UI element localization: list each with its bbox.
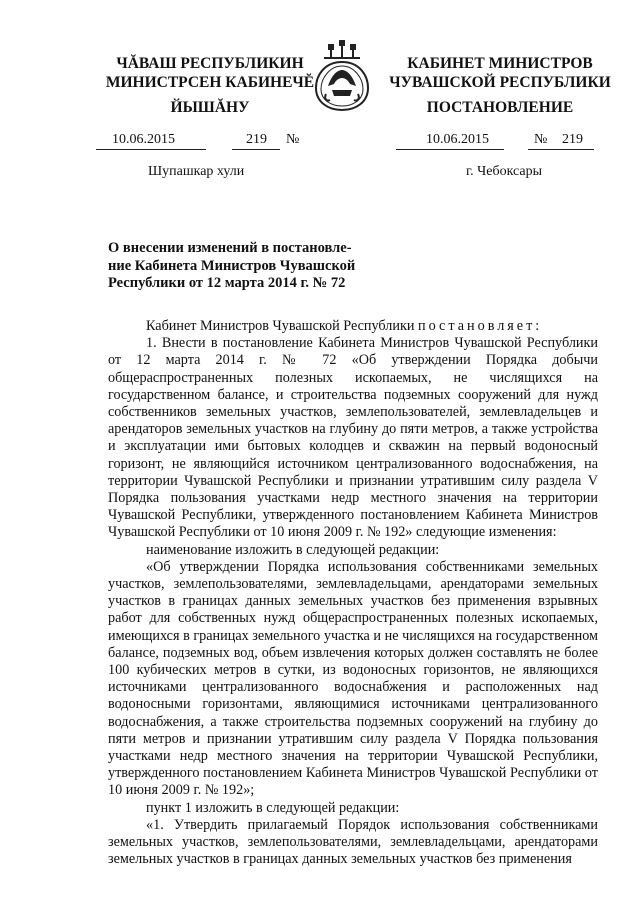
doc-type-right: ПОСТАНОВЛЕНИЕ [426, 99, 574, 116]
intro-prefix: Кабинет Министров Чувашской Республики [146, 318, 415, 334]
number-sign-left: № [286, 132, 300, 147]
registration-left [96, 132, 316, 150]
chuvash-emblem-icon [310, 36, 374, 112]
subject-line3: Республики от 12 марта 2014 г. № 72 [108, 275, 346, 291]
paragraph-3: «Об утверждении Порядка использования собственниками земельных участков, землепользователями, землевладельцами, арендаторами земельных участков в границах данных земельных участков без применения взрывных работ для собственных нужд общераспространенных полезных ископаемых, имеющихся в границах земельного участка и не числящихся на государственном балансе, подземных вод, объем извлечения которых должен составлять не более 100 кубических метров в сутки, из водоносных горизонтов, не являющихся источниками централизованного водоснабжения и расположенных над водоносными горизонтами, являющимися источниками централизованного водоснабжения, а также строительства подземных сооружений на глубину до пяти метров и признании утратившим силу раздела V Порядка пользования участками недр местного значения на территории Чувашской Республики, утвержденного постановлением Кабинета Министров Чувашской Республики от 10 июня 2009 г. № 192»; [108, 558, 598, 799]
doc-type-left: ЙЫШĂНУ [170, 99, 250, 116]
header-right-line2: ЧУВАШСКОЙ РЕСПУБЛИКИ [389, 74, 611, 91]
header-left-line2: МИНИСТРСЕН КАБИНЕЧĔ [105, 74, 315, 91]
place-right: г. Чебоксары [466, 164, 543, 179]
registration-right [396, 132, 596, 150]
header-right-line1: КАБИНЕТ МИНИСТРОВ [407, 55, 593, 72]
number-right: 219 [562, 132, 583, 147]
header-left-block [100, 54, 320, 92]
paragraph-2: наименование изложить в следующей редакции: [146, 541, 440, 558]
intro-verb: постановляет: [418, 318, 543, 334]
number-sign-right: № [534, 132, 548, 147]
intro-paragraph [108, 318, 598, 335]
subject-line2: ние Кабинета Министров Чувашской [108, 257, 356, 274]
subject-line1: О внесении изменений в постановле- [108, 240, 352, 256]
header-right-block [385, 54, 615, 92]
paragraph-5: «1. Утвердить прилагаемый Порядок использования собственниками земельных участков, землепользователями, землевладельцами, арендаторами земельных участков в границах данных земельных участков без применения [108, 816, 598, 868]
date-right: 10.06.2015 [426, 132, 489, 147]
document-body [108, 318, 598, 869]
document-subject [108, 240, 368, 293]
date-left: 10.06.2015 [112, 132, 175, 147]
paragraph-4: пункт 1 изложить в следующей редакции: [146, 799, 400, 816]
place-left: Шупашкар хули [148, 164, 245, 179]
header-left-line1: ЧĂВАШ РЕСПУБЛИКИН [116, 55, 304, 72]
paragraph-1: 1. Внести в постановление Кабинета Министров Чувашской Республики от 12 марта 2014 г. № 72 «Об утверждении Порядка добычи общераспространенных полезных ископаемых, не числящихся на государственном балансе, и строительства подземных сооружений для нужд собственников земельных участков, землепользователей, землевладельцев и арендаторов земельных участков на глубину до пяти метров, а также устройства и эксплуатации ими бытовых колодцев и скважин на первый водоносный горизонт, не являющийся источником централизованного водоснабжения, на территории Чувашской Республики и признании утратившим силу раздела V Порядка пользования участками недр местного значения на территории Чувашской Республики, утвержденного постановлением Кабинета Министров Чувашской Республики от 10 июня 2009 г. № 192» следующие изменения: [108, 335, 598, 541]
number-left: 219 [246, 132, 267, 147]
